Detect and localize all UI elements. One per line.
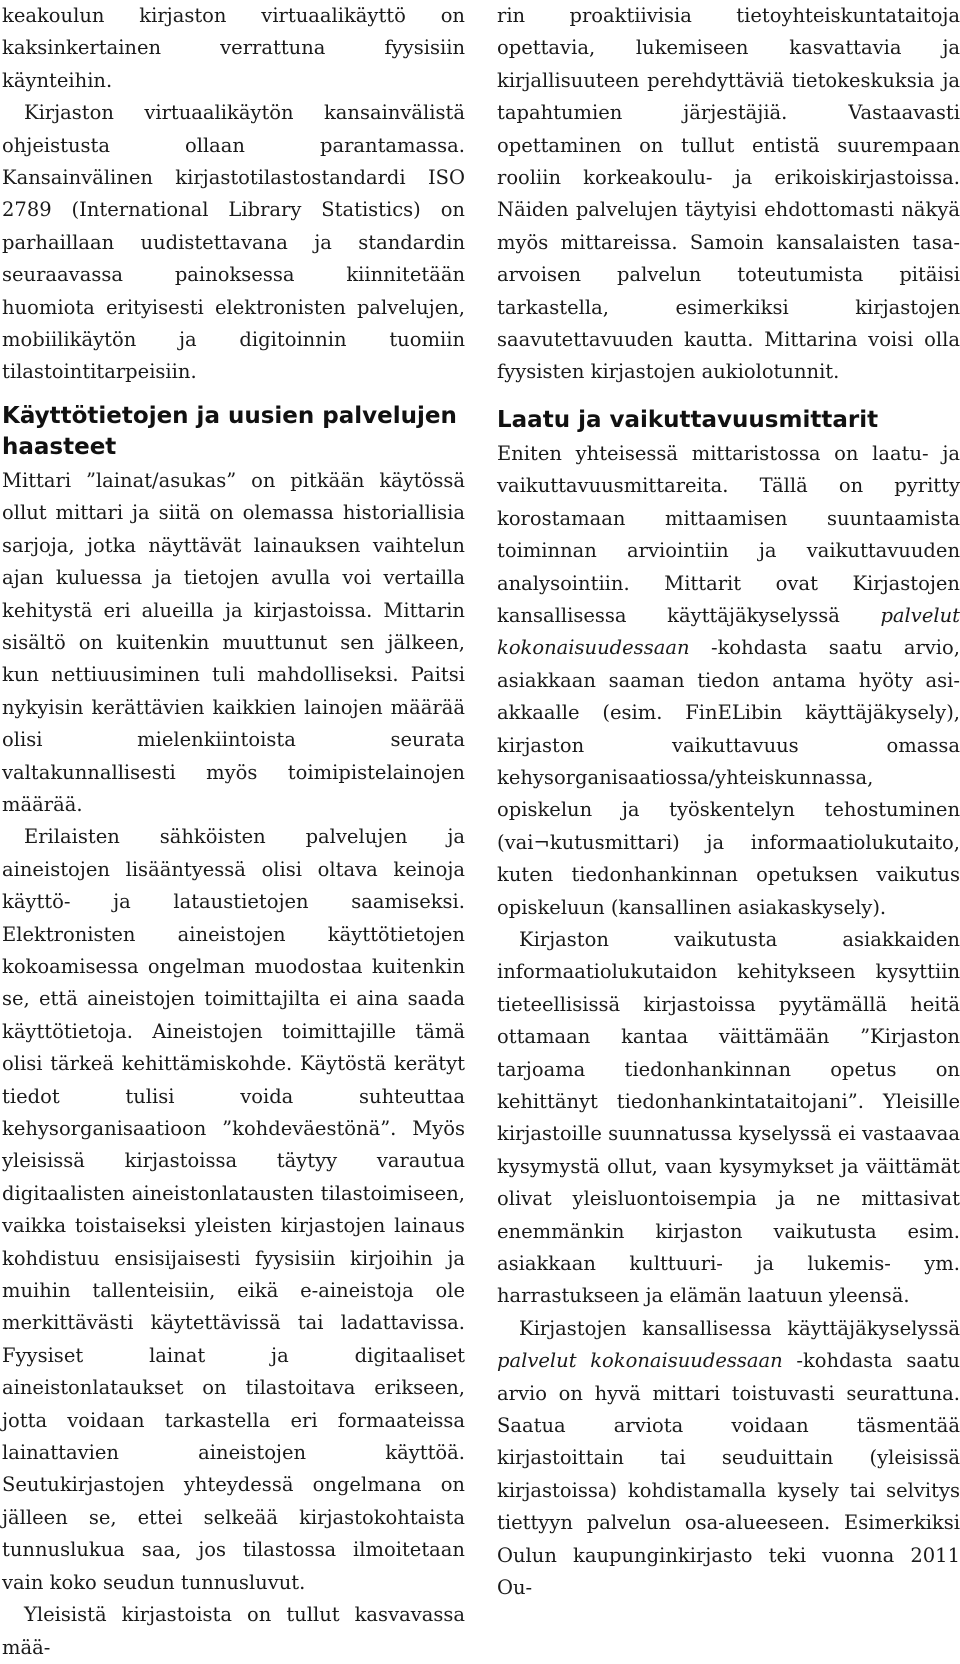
paragraph-electronic-services: Erilaisten sähköisten palvelujen ja aineistojen lisääntyessä olisi oltava keinoja käyttö- ja lataustietojen saamiseksi. Elektronisten aineistojen käyttötietojen kokoamisessa ongelman muodostaa kuitenkin se, että aineistojen toimittajilta ei aina saada käyttötietoja. Aineistojen toimittajille tämä olisi tärkeä kehittämiskohde. Käytöstä kerätyt tiedot tulisi voida suhteuttaa kehysorganisaatioon ”kohdeväestönä”. Myös yleisissä kirjastoissa täytyy varautua digitaalisten aineistonlatausten tilastoimiseen, vaikka toistaiseksi yleisten kirjastojen lainaus kohdistuu ensisijaisesti fyysisiin kirjoihin ja muihin tallenteisiin, eikä e-aineistoja ole merkittävästi käytettävissä tai ladattavissa. Fyysiset lainat ja digitaaliset aineistonlataukset on tilastoitava erikseen, jotta voidaan tarkastella eri formaateissa lainattavien aineistojen käyttöä. Seutukirjastojen yhteydessä ongelmana on jälleen se, ettei selkeää kirjastokohtaista tunnuslukua saa, jos tilastossa ilmoitetaan vain koko seudun tunnusluvut. [2, 825, 465, 1594]
paragraph-information-literacy: Kirjaston vaikutusta asiakkaiden informaatiolukutaidon kehitykseen kysyttiin tieteellisissä kirjastoissa pyytämällä heitä ottamaan kantaa väittämään ”Kirjaston tarjoama tiedonhankinnan opetus on kehittänyt tiedonhankintataitojani”. Yleisille kirjastoille suunnatussa kyselyssä ei vastaavaa kysymystä ollut, vaan kysymykset ja väittämät olivat yleisluontoisempia ja ne mittasivat enemmänkin kirjaston vaikutusta esim. asiakkaan kulttuuri- ja lukemis- ym. harrastukseen ja elämän laatuun yleensä. [497, 927, 960, 1308]
paragraph-continuation: rin proaktiivisia tietoyhteiskuntataitoja opettavia, lukemiseen kasvattavia ja kirjallisuuteen perehdyttäviä tietokeskuksia ja tapahtumien järjestäjiä. Vastaavasti opettaminen on tullut entistä suurempaan rooliin korkeakoulu- ja erikoiskirjastoissa. Näiden palvelujen täytyisi ehdottomasti näkyä myös mittareissa. Samoin kansalaisten tasa-arvoisen palvelun toteutumista pitäisi tarkastella, esimerkiksi kirjastojen saavutettavuuden kautta. Mittarina voisi olla fyysisten kirjastojen aukiolotunnit. [497, 4, 960, 384]
right-column [497, 0, 960, 1605]
paragraph-national-survey [497, 1313, 960, 1605]
paragraph-public-libraries: Yleisistä kirjastoista on tullut kasvavassa mää- [2, 1603, 465, 1659]
text-segment: -kohdasta saatu arvio, asiakkaan saaman tiedon antama hyöty asi-akkaalle (esim. FinELibin käyttäjäkysely), kirjaston vaikuttavuus omassa kehysorganisaatiossa/yhteiskunnassa, opiskelun ja työskentelyn tehostuminen (vai¬kutusmittari) ja informaatiolukutaito, kuten tiedonhankinnan opetuksen vaikutus opiskeluun (kansallinen asiakaskysely). [497, 636, 960, 919]
heading-usage-data-challenges: Käyttötietojen ja uusien palvelujen haasteet [2, 402, 457, 460]
text-segment: -kohdasta saatu arvio on hyvä mittari toistuvasti seurattuna. Saatua arviota voidaan täsmentää kirjastoittain tai seuduittain (yleisissä kirjastoissa) kohdistamalla kysely tai selvitys tiettyyn palvelun osa-alueeseen. Esimerkiksi Oulun kaupunginkirjasto teki vuonna 2011 Ou- [497, 1349, 960, 1600]
left-column [2, 0, 465, 1664]
heading-quality-impact-metrics: Laatu ja vaikuttavuusmittarit [497, 406, 879, 433]
paragraph-loans-per-resident: Mittari ”lainat/asukas” on pitkään käytössä ollut mittari ja siitä on olemassa historiallisia sarjoja, jotka näyttävät lainauksen vaihtelun ajan kuluessa ja tietojen avulla voi vertailla kehitystä eri alueilla ja kirjastoissa. Mittarin sisältö on kuitenkin muuttunut sen jälkeen, kun nettiuusiminen tuli mahdolliseksi. Paitsi nykyisin kerättävien kaikkien lainojen määrää olisi mielenkiintoista seurata valtakunnallisesti myös toimipistelainojen määrää. [2, 468, 465, 816]
paragraph-continuation: keakoulun kirjaston virtuaalikäyttö on kaksinkertainen verrattuna fyysisiin käynteihin. [2, 4, 465, 92]
italic-term: palvelut kokonaisuudessaan [497, 603, 960, 660]
text-segment: Kirjastojen kansallisessa käyttäjäkyselyssä [519, 1316, 960, 1340]
italic-term: palvelut kokonaisuudessaan [497, 1349, 783, 1373]
paragraph-quality-metrics [497, 438, 960, 924]
text-segment: Eniten yhteisessä mittaristossa on laatu- ja vaikuttavuusmittareita. Tällä on pyritty korostamaan mittaamisen suuntaamista toiminnan arviointiin ja vaikuttavuuden analysointiin. Mittarit ovat Kirjastojen kansallisessa käyttäjäkyselyssä [497, 441, 960, 627]
paragraph-virtual-use-guidance: Kirjaston virtuaalikäytön kansainvälistä ohjeistusta ollaan parantamassa. Kansainvälinen kirjastotilastostandardi ISO 2789 (International Library Statistics) on parhaillaan uudistettavana ja standardin seuraavassa painoksessa kiinnitetään huomiota erityisesti elektronisten palvelujen, mobiilikäytön ja digitoinnin tuomiin tilastointitarpeisiin. [2, 101, 465, 384]
